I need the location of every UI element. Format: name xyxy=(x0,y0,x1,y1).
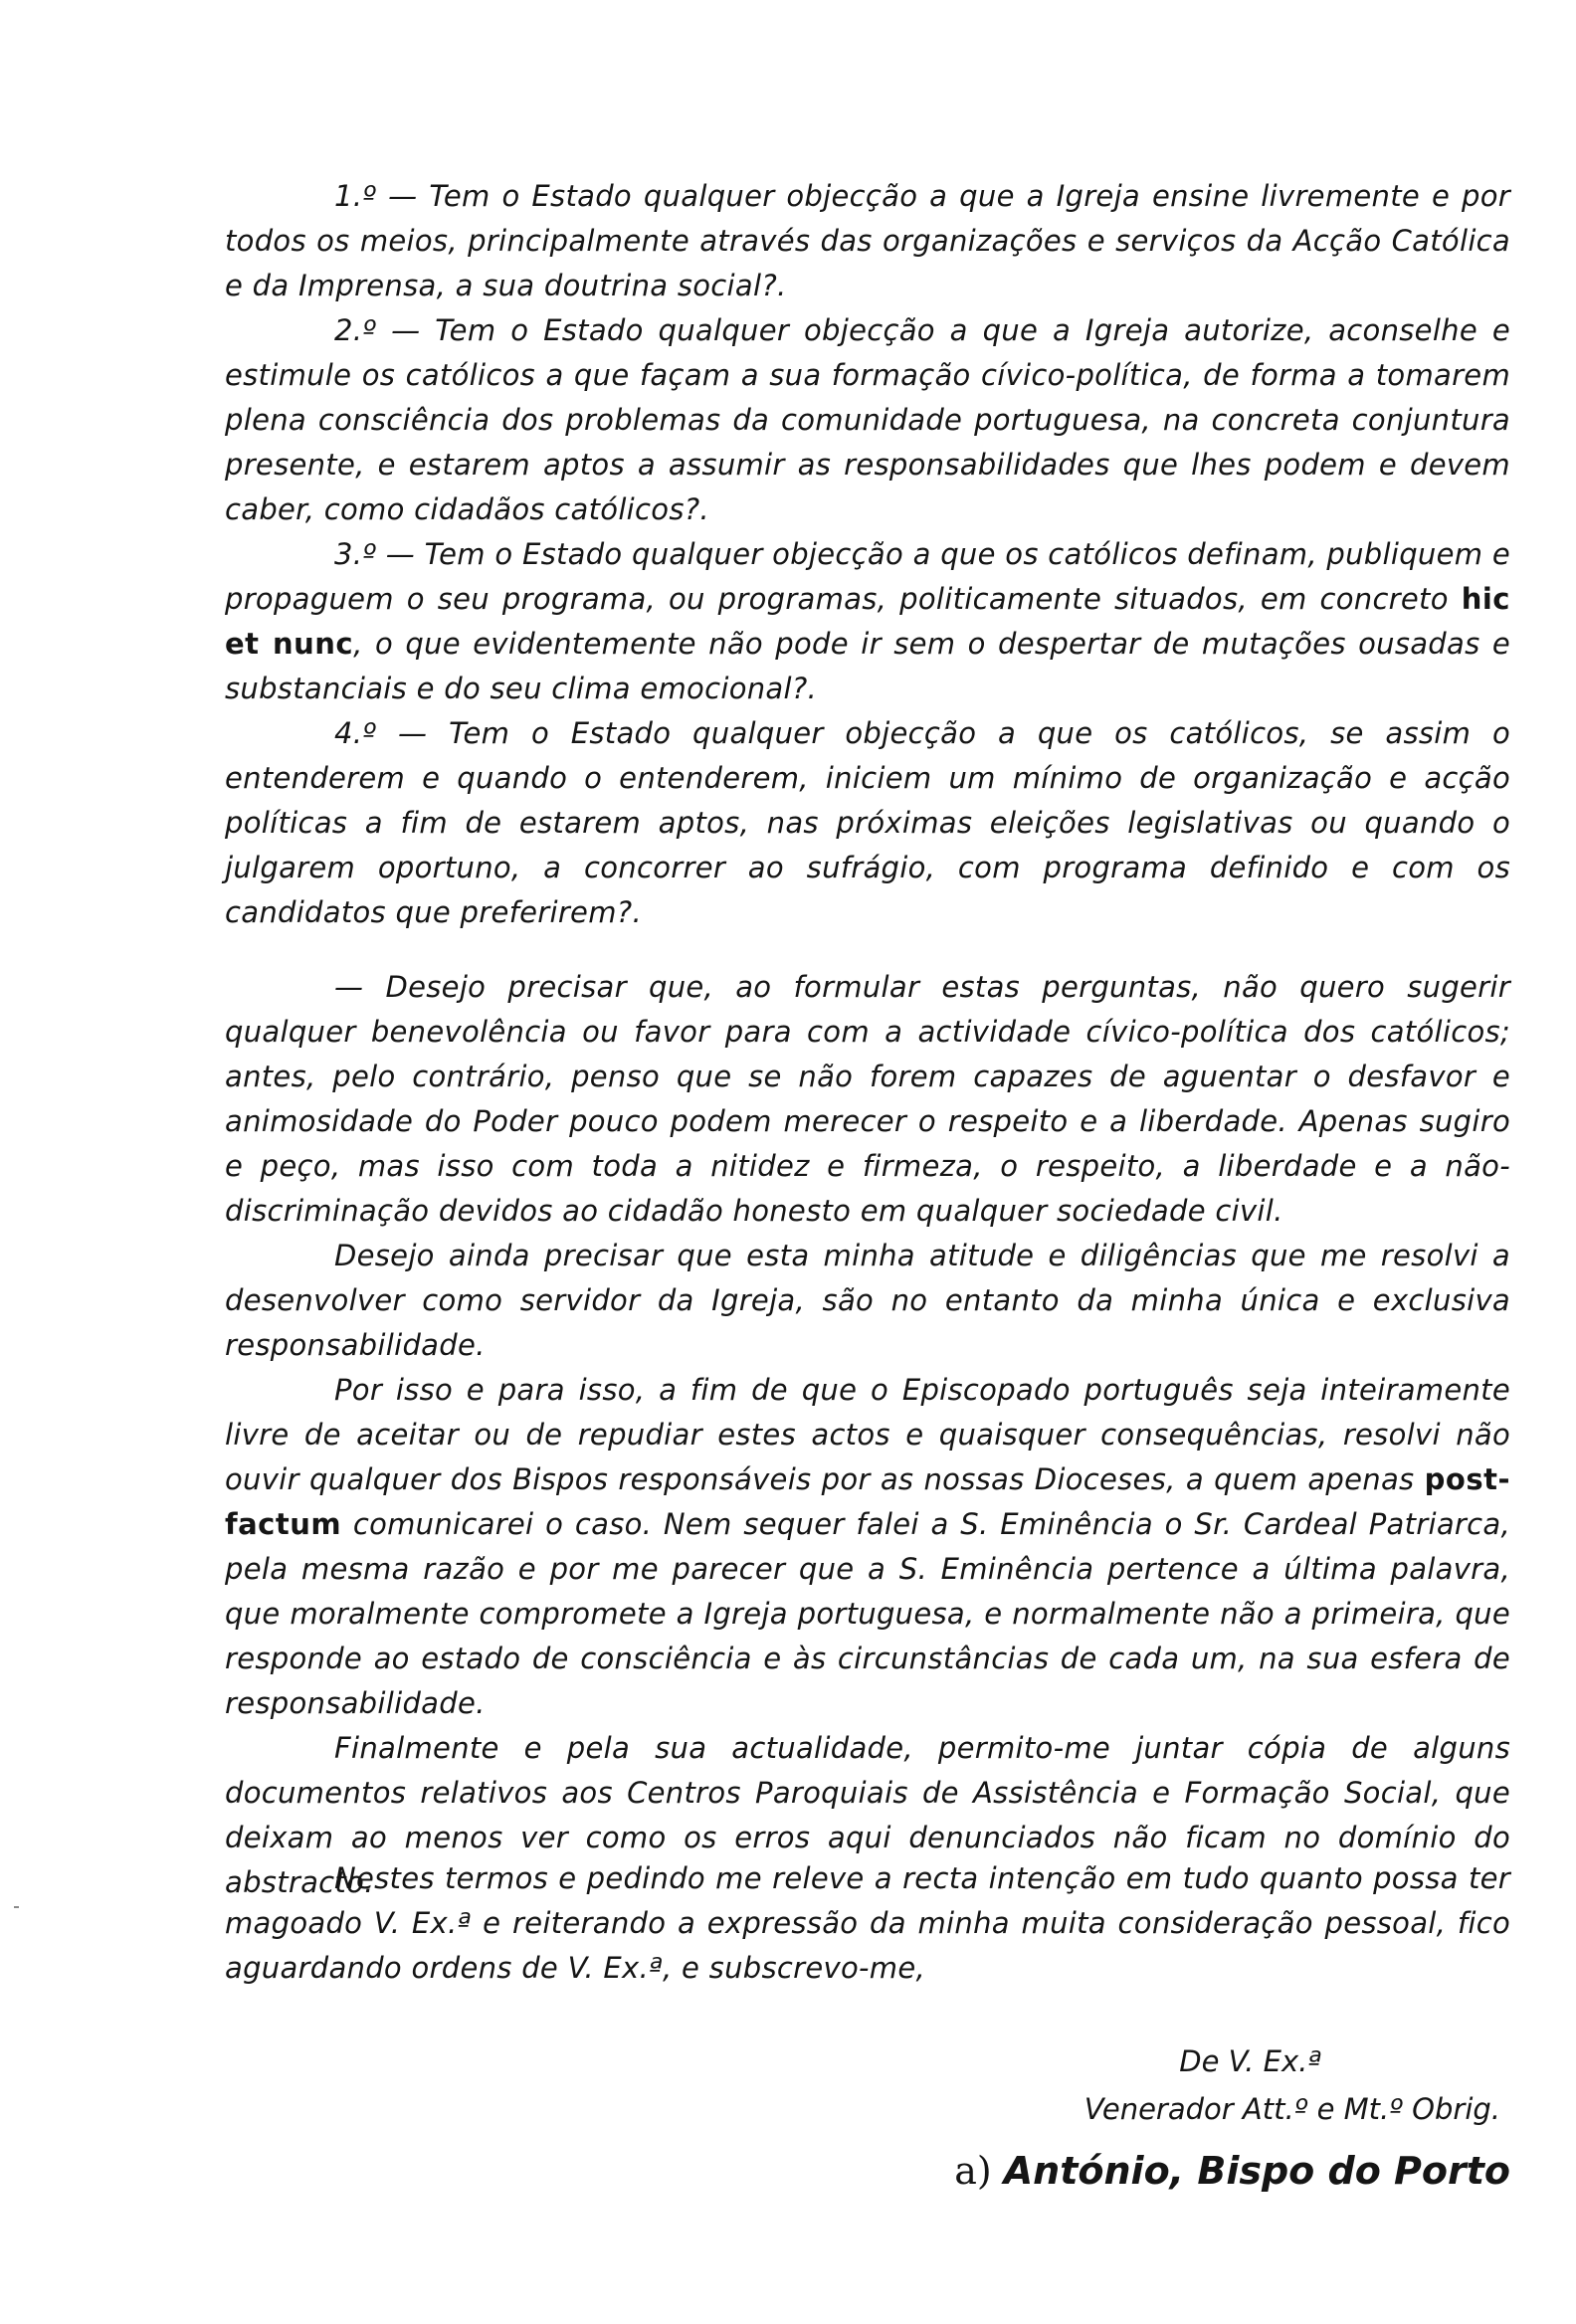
closing-section xyxy=(225,1856,1510,1991)
bishops-text-start: Por isso e para isso, a fim de que o Episcopado português seja inteiramente livre de aceitar ou de repudiar estes actos e quaisquer consequências, resolvi não ouvir qualquer dos Bispos responsáveis por as nossas Dioceses, a quem apenas xyxy=(225,1373,1510,1496)
clarification-section xyxy=(225,965,1510,1905)
paragraph-documents: Finalmente e pela sua actualidade, permito-me juntar cópia de alguns documentos relativos aos Centros Paroquiais de Assistência e Formação Social, que deixam ao menos ver como os erros aqui denunciados não ficam no domínio do abstracto. xyxy=(225,1731,1510,1899)
scan-mark xyxy=(14,1906,19,1908)
paragraph-question-3 xyxy=(225,532,1510,711)
signature-name: António, Bispo do Porto xyxy=(1003,2149,1510,2193)
latin-hic-et-nunc: hic et nunc xyxy=(225,582,1510,661)
paragraph-question-2: 2.º — Tem o Estado qualquer objecção a que a Igreja autorize, aconselhe e estimule os católicos a que façam a sua formação cívico-política, de forma a tomarem plena consciência dos problemas da comunidade portuguesa, na concreta conjuntura presente, e estarem aptos a assumir as responsabilidades que lhes podem e devem caber, como cidadãos católicos?. xyxy=(225,313,1510,526)
paragraph-question-1: 1.º — Tem o Estado qualquer objecção a que a Igreja ensine livremente e por todos os meios, principalmente através das organizações e serviços da Acção Católica e da Imprensa, a sua doutrina social?. xyxy=(225,179,1510,302)
paragraph-responsibility: Desejo ainda precisar que esta minha atitude e diligências que me resolvi a desenvolver como servidor da Igreja, são no entanto da minha única e exclusiva responsabilidade. xyxy=(225,1239,1510,1362)
paragraph-question-4: 4.º — Tem o Estado qualquer objecção a que os católicos, se assim o entenderem e quando o entenderem, iniciem um mínimo de organização e acção políticas a fim de estarem aptos, nas próximas eleições legislativas ou quando o julgarem oportuno, a concorrer ao sufrágio, com programa definido e com os candidatos que preferirem?. xyxy=(225,716,1510,929)
question-3-text-end: , o que evidentemente não pode ir sem o despertar de mutações ousadas e substanciais e do seu clima emocional?. xyxy=(225,627,1510,705)
bishops-text-end: comunicarei o caso. Nem sequer falei a S. Eminência o Sr. Cardeal Patriarca, pela mesma razão e por me parecer que a S. Eminência pertence a última palavra, que moralmente compromete a Igreja portuguesa, e normalmente não a primeira, que responde ao estado de consciência e às circunstâncias de cada um, na sua esfera de responsabilidade. xyxy=(225,1507,1510,1720)
question-3-text-start: 3.º — Tem o Estado qualquer objecção a que os católicos definam, publiquem e propaguem o seu programa, ou programas, politicamente situados, em concreto xyxy=(225,537,1510,616)
paragraph-closing: Nestes termos e pedindo me releve a recta intenção em tudo quanto possa ter magoado V. Ex.ª e reiterando a expressão da minha muita consideração pessoal, fico aguardando ordens de V. Ex.ª, e subscrevo-me, xyxy=(225,1861,1510,1985)
questions-section xyxy=(225,174,1510,935)
latin-post-factum: post-factum xyxy=(225,1462,1510,1541)
valediction xyxy=(225,2037,1510,2133)
signature xyxy=(225,2141,1510,2201)
valediction-line-1: De V. Ex.ª xyxy=(1179,2044,1321,2078)
paragraph-clarification: — Desejo precisar que, ao formular estas perguntas, não quero sugerir qualquer benevolência ou favor para com a actividade cívico-política dos católicos; antes, pelo contrário, penso que se não forem capazes de aguentar o desfavor e animosidade do Poder pouco podem merecer o respeito e a liberdade. Apenas sugiro e peço, mas isso com toda a nitidez e firmeza, o respeito, a liberdade e a não-discriminação devidos ao cidadão honesto em qualquer sociedade civil. xyxy=(225,970,1510,1228)
signature-prefix: a) xyxy=(954,2149,992,2193)
valediction-line-2: Venerador Att.º e Mt.º Obrig. xyxy=(1084,2092,1500,2126)
paragraph-bishops xyxy=(225,1368,1510,1726)
